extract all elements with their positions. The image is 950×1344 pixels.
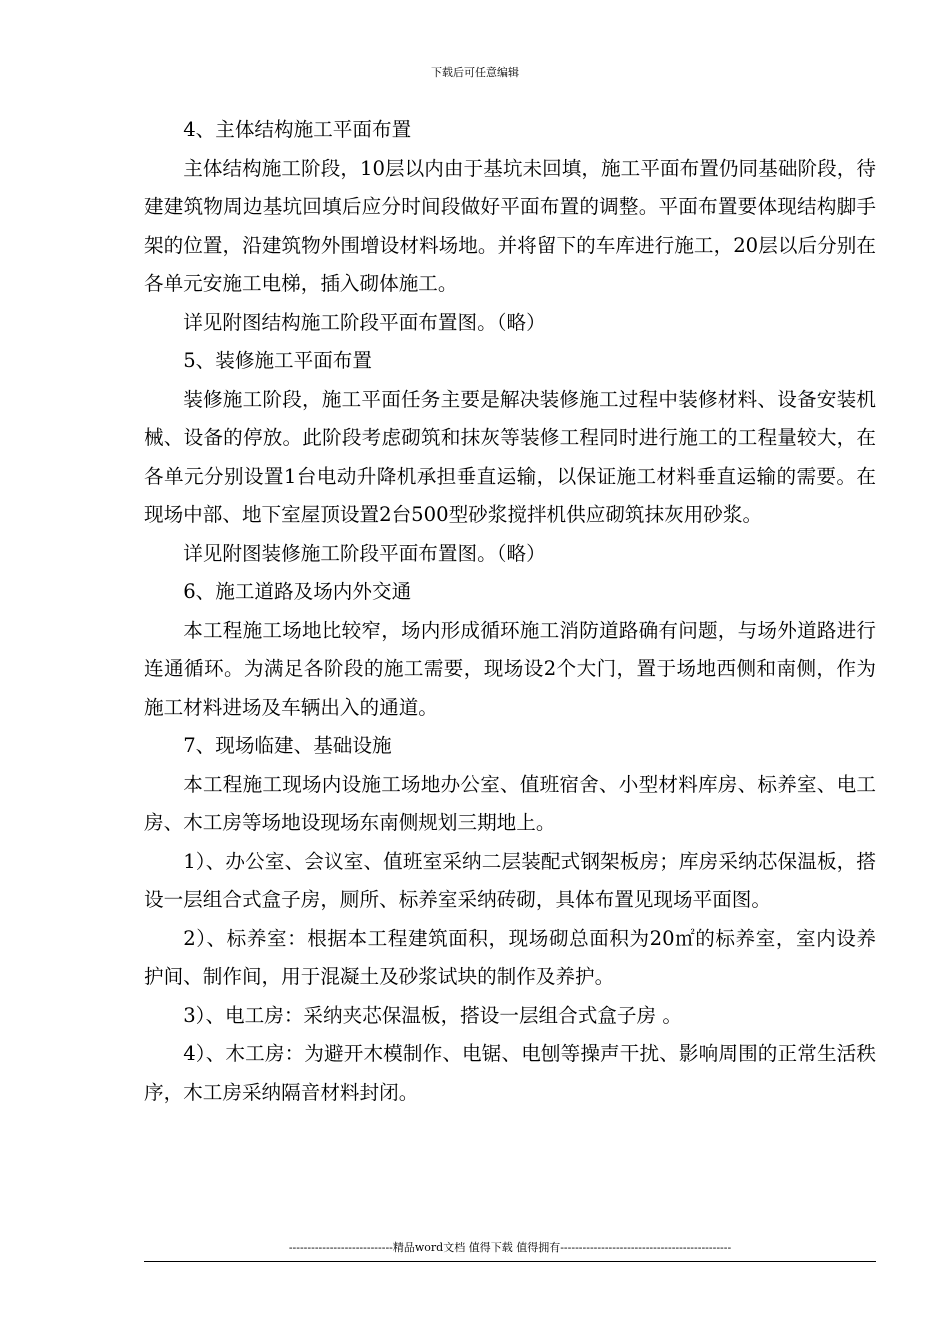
paragraph-see-decoration-figure: 详见附图装修施工阶段平面布置图。（略） xyxy=(183,541,546,565)
paragraph-roads-traffic: 本工程施工场地比较窄，场内形成循环施工消防道路确有问题，与场外道路进行连通循环。为满足各阶段的施工需要，现场设2个大门，置于场地西侧和南侧，作为施工材料进场及车辆出入的通道。 xyxy=(144,618,876,719)
list-item-2-curing-room: 2）、标养室：根据本工程建筑面积，现场砌总面积为20㎡的标养室，室内设养护间、制作间，用于混凝土及砂浆试块的制作及养护。 xyxy=(144,926,876,988)
paragraph-main-structure: 主体结构施工阶段，10层以内由于基坑未回填，施工平面布置仍同基础阶段，待建建筑物周边基坑回填后应分时间段做好平面布置的调整。平面布置要体现结构脚手架的位置，沿建筑物外围增设材料场地。并将留下的车库进行施工，20层以后分别在各单元安施工电梯，插入砌体施工。 xyxy=(144,156,876,295)
section-heading-4: 4、主体结构施工平面布置 xyxy=(183,118,412,141)
list-item-4-carpentry-room: 4）、木工房：为避开木模制作、电锯、电刨等操声干扰、影响周围的正常生活秩序，木工房采纳隔音材料封闭。 xyxy=(144,1042,876,1104)
page-header: 下载后可任意编辑 xyxy=(431,66,519,79)
document-body xyxy=(144,111,876,1112)
paragraph-see-structure-figure: 详见附图结构施工阶段平面布置图。（略） xyxy=(183,310,546,334)
page-footer: ----------------------------精品word文档 值得下载 值得拥有---------------------------------------------- xyxy=(288,1241,732,1254)
list-item-3-electrician-room: 3）、电工房：采纳夹芯保温板，搭设一层组合式盒子房 。 xyxy=(183,1003,682,1027)
list-item-1-office: 1）、办公室、会议室、值班室采纳二层装配式钢架板房；库房采纳芯保温板，搭设一层组合式盒子房，厕所、标养室采纳砖砌，具体布置见现场平面图。 xyxy=(144,849,876,911)
footer-divider xyxy=(144,1261,876,1262)
paragraph-temporary-facilities: 本工程施工现场内设施工场地办公室、值班宿舍、小型材料库房、标养室、电工房、木工房等场地设现场东南侧规划三期地上。 xyxy=(144,772,876,834)
section-heading-7: 7、现场临建、基础设施 xyxy=(183,734,392,757)
section-heading-5: 5、装修施工平面布置 xyxy=(183,349,372,372)
section-heading-6: 6、施工道路及场内外交通 xyxy=(183,580,412,603)
paragraph-decoration-stage: 装修施工阶段，施工平面任务主要是解决装修施工过程中装修材料、设备安装机械、设备的停放。此阶段考虑砌筑和抹灰等装修工程同时进行施工的工程量较大，在各单元分别设置1台电动升降机承担垂直运输，以保证施工材料垂直运输的需要。在现场中部、地下室屋顶设置2台500型砂浆搅拌机供应砌筑抹灰用砂浆。 xyxy=(144,387,876,526)
